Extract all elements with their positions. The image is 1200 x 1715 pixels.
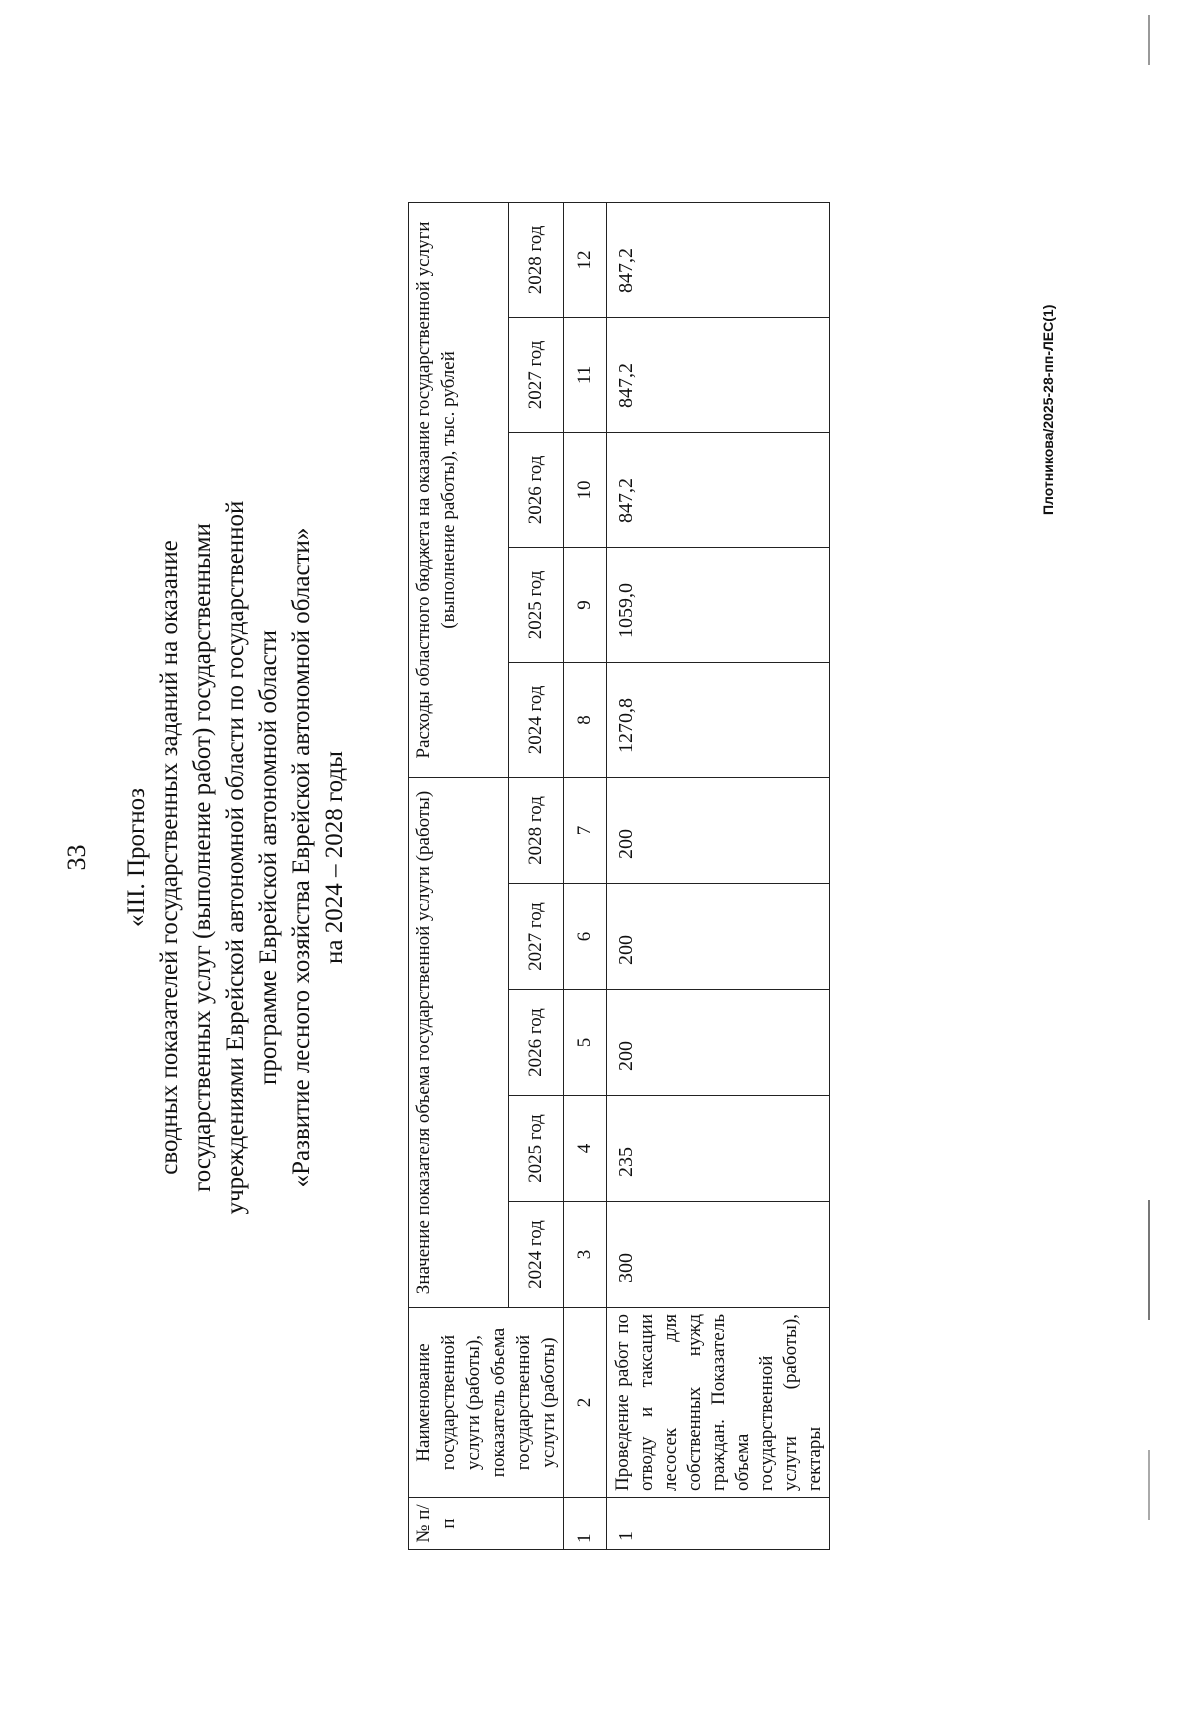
title-line: на 2024 – 2028 годы (321, 751, 348, 964)
header-volume-group: Значение показателя объема государственной услуги (работы) (409, 777, 509, 1307)
column-number: 8 (564, 662, 607, 777)
expense-value: 847,2 (607, 317, 830, 432)
expense-value: 847,2 (607, 432, 830, 547)
volume-value: 200 (607, 990, 830, 1096)
title-line: «Развитие лесного хозяйства Еврейской автономной области» (288, 527, 315, 1188)
header-expenses-year: 2028 год (509, 202, 564, 317)
header-volume-year: 2027 год (509, 884, 564, 990)
column-number: 6 (564, 884, 607, 990)
column-number: 3 (564, 1202, 607, 1308)
document-id: Плотникова/2025-28-пп-ЛЕС(1) (1040, 304, 1056, 515)
service-description: Проведение работ по отводу и таксации лесосек для собственных нужд граждан. Показатель объема государственной услуги (работы), гектары (607, 1308, 830, 1498)
scan-artifact (1148, 15, 1150, 65)
column-number-row (564, 202, 607, 1549)
column-number: 12 (564, 202, 607, 317)
page-number: 33 (62, 844, 91, 871)
volume-value: 300 (607, 1202, 830, 1308)
volume-value: 200 (607, 884, 830, 990)
header-row-number: № п/п (409, 1498, 564, 1550)
header-expenses-year: 2027 год (509, 317, 564, 432)
header-volume-year: 2025 год (509, 1096, 564, 1202)
scan-artifact (1148, 1450, 1150, 1520)
header-expenses-year: 2025 год (509, 547, 564, 662)
column-number: 4 (564, 1096, 607, 1202)
column-number: 5 (564, 990, 607, 1096)
volume-value: 200 (607, 777, 830, 883)
row-number: 1 (607, 1498, 830, 1550)
column-number: 1 (564, 1498, 607, 1550)
volume-value: 235 (607, 1096, 830, 1202)
forecast-table (408, 202, 830, 1550)
column-number: 2 (564, 1308, 607, 1498)
title-line: государственных услуг (выполнение работ) государственными (189, 523, 216, 1192)
expense-value: 1270,8 (607, 662, 830, 777)
column-number: 7 (564, 777, 607, 883)
header-volume-year: 2028 год (509, 777, 564, 883)
header-service-name: Наименование государственной услуги (работы), показатель объема государственной услуги (работы) (409, 1308, 564, 1498)
title-line: учреждениями Еврейской автономной области по государственной (222, 500, 249, 1215)
header-expenses-year: 2024 год (509, 662, 564, 777)
header-volume-year: 2024 год (509, 1202, 564, 1308)
title-line: сводных показателей государственных заданий на оказание (156, 540, 183, 1175)
table-row (607, 202, 830, 1549)
column-number: 10 (564, 432, 607, 547)
table-header-row (409, 202, 509, 1549)
column-number: 9 (564, 547, 607, 662)
title-line: «III. Прогноз (123, 787, 150, 928)
scan-artifact (1148, 1200, 1150, 1320)
document-title (120, 240, 351, 1475)
column-number: 11 (564, 317, 607, 432)
title-line: программе Еврейской автономной области (255, 629, 282, 1086)
header-expenses-group: Расходы областного бюджета на оказание государственной услуги (выполнение работы), тыс. рублей (409, 202, 509, 777)
header-expenses-year: 2026 год (509, 432, 564, 547)
expense-value: 847,2 (607, 202, 830, 317)
header-volume-year: 2026 год (509, 990, 564, 1096)
expense-value: 1059,0 (607, 547, 830, 662)
